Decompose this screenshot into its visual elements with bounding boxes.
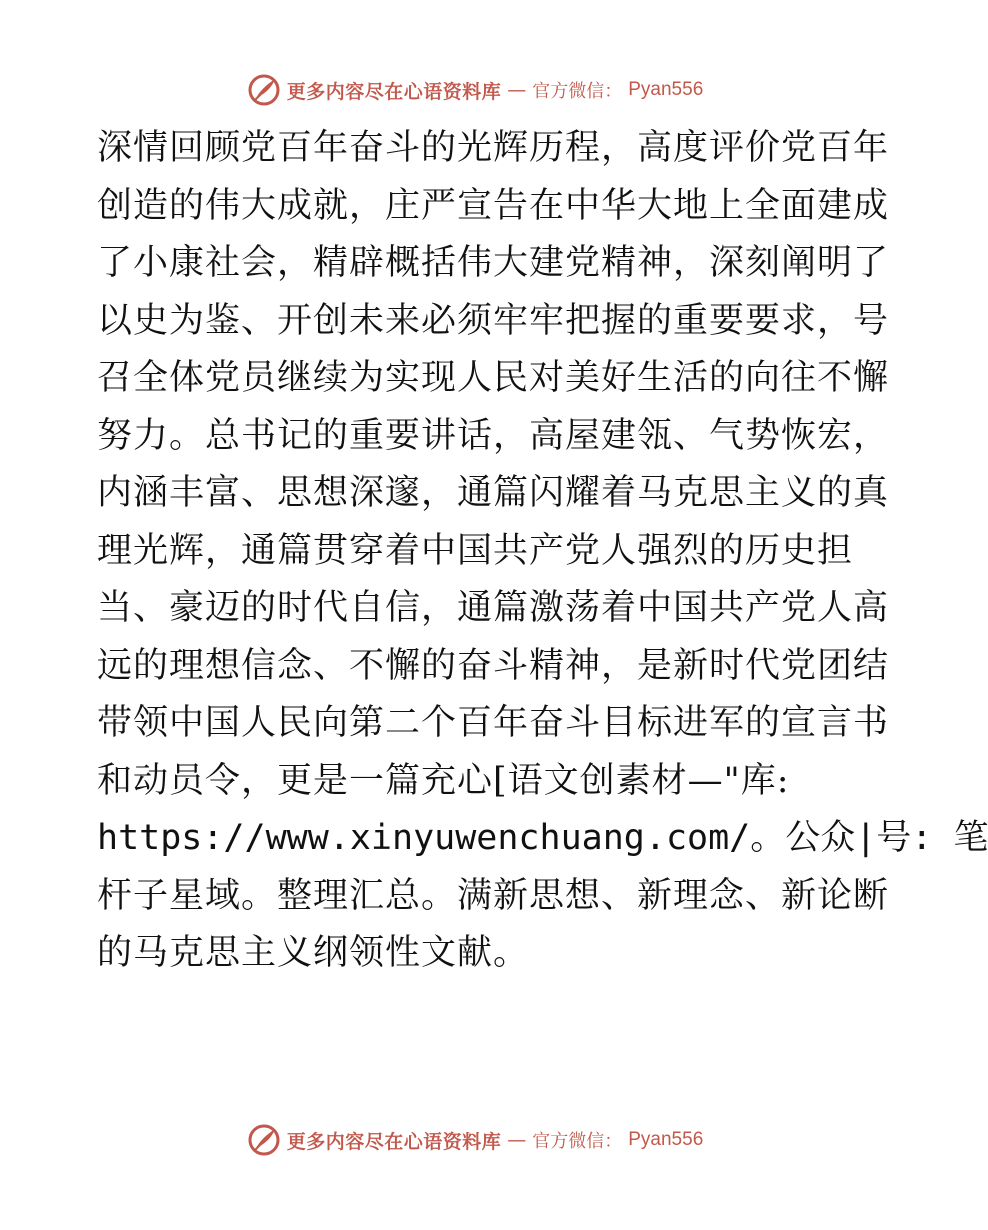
quill-logo-icon <box>247 1123 281 1157</box>
header-banner <box>0 68 950 112</box>
header-brand: 更多内容尽在心语资料库 <box>286 80 502 103</box>
quill-logo-icon <box>247 73 281 107</box>
footer-brand: 更多内容尽在心语资料库 <box>286 1130 502 1153</box>
document-body <box>97 120 988 983</box>
header-separator: — <box>507 79 527 101</box>
header-wechat-id: Pyan556 <box>628 79 704 100</box>
header-wechat-label: 官方微信： <box>532 81 623 102</box>
body-line: 当、豪迈的时代自信，通篇激荡着中国共产党人高 <box>97 588 890 628</box>
body-line: 带领中国人民向第二个百年奋斗目标进军的宣言书 <box>97 703 890 743</box>
body-line: 远的理想信念、不懈的奋斗精神，是新时代党团结 <box>97 645 890 686</box>
body-line: 和动员令，更是一篇充心[语文创素材—"库: <box>97 760 790 801</box>
body-line: 了小康社会，精辟概括伟大建党精神，深刻阐明了 <box>97 243 890 283</box>
body-line: 杆子星域。整理汇总。满新思想、新理念、新论断 <box>97 875 890 916</box>
body-line: 召全体党员继续为实现人民对美好生活的向往不懈 <box>97 358 890 398</box>
footer-wechat-id: Pyan556 <box>628 1129 704 1150</box>
body-line: 以史为鉴、开创未来必须牢牢把握的重要要求，号 <box>97 300 890 341</box>
footer-separator: — <box>507 1129 527 1151</box>
body-line: 创造的伟大成就，庄严宣告在中华大地上全面建成 <box>97 185 890 226</box>
body-line: 的马克思主义纲领性文献。 <box>97 933 530 973</box>
footer-wechat-label: 官方微信： <box>532 1131 623 1152</box>
body-line: 内涵丰富、思想深邃，通篇闪耀着马克思主义的真 <box>97 473 890 513</box>
body-line: 努力。总书记的重要讲话，高屋建瓴、气势恢宏， <box>97 415 890 456</box>
body-line: 深情回顾党百年奋斗的光辉历程，高度评价党百年 <box>97 128 890 168</box>
body-line-url: https://www.xinyuwenchuang.com/。公众|号: 笔 <box>97 818 988 858</box>
footer-banner <box>0 1118 950 1162</box>
body-line: 理光辉，通篇贯穿着中国共产党人强烈的历史担 <box>97 530 854 571</box>
